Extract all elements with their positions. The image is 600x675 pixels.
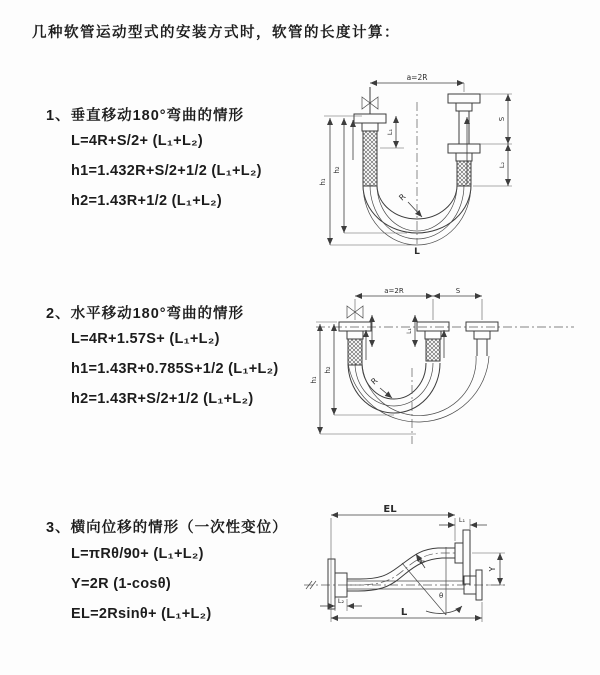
- radius-leader: [397, 192, 422, 217]
- hose-u-loops: [348, 356, 489, 422]
- section-2-formula-h1: h1=1.43R+0.785S+1/2 (L₁+L₂): [71, 361, 279, 377]
- dim-label-l1: L₁: [406, 328, 413, 334]
- radius-leader: [369, 376, 392, 398]
- section-3-formula-L: L=πRθ/90+ (L₁+L₂): [71, 546, 204, 562]
- dim-label-theta: θ: [439, 592, 444, 600]
- section-3-formula-Y: Y=2R (1-cosθ): [71, 576, 171, 592]
- dimension-a2r: [370, 73, 464, 92]
- section-1-formula-L: L=4R+S/2+ (L₁+L₂): [71, 133, 203, 149]
- diagram-lateral-offset: [298, 503, 595, 645]
- dim-label-h1: h₁: [310, 376, 318, 384]
- left-flange-fitting: [354, 114, 386, 186]
- dim-label-a2r: a=2R: [384, 287, 404, 295]
- dimension-stroke-s: [480, 94, 512, 144]
- dimension-a2r: [355, 287, 482, 320]
- diagram-horizontal-180-bend: [308, 284, 590, 459]
- dim-label-length: L: [400, 607, 408, 618]
- dim-label-stroke: S: [455, 287, 461, 295]
- dimension-y: [472, 553, 505, 585]
- dimension-l1: [439, 516, 487, 529]
- section-2-heading: 2、水平移动180°弯曲的情形: [46, 306, 245, 322]
- section-1-formula-h2: h2=1.43R+1/2 (L₁+L₂): [71, 193, 223, 209]
- dim-label-h2: h₂: [333, 166, 341, 174]
- dim-label-l1: L₁: [386, 128, 394, 136]
- valve-icon: [362, 87, 378, 114]
- dim-label-el: EL: [383, 504, 397, 515]
- dim-label-l2: L₂: [498, 161, 506, 169]
- braided-hose-right: [457, 161, 471, 186]
- fitting-dims: [372, 315, 415, 347]
- dim-label-radius: R: [397, 192, 408, 203]
- section-1-formula-h1: h1=1.432R+S/2+1/2 (L₁+L₂): [71, 163, 262, 179]
- dim-label-h2: h₂: [324, 366, 332, 374]
- dimension-l1: [380, 116, 404, 148]
- dimension-h2: [324, 324, 394, 415]
- dimension-l2: [320, 597, 362, 611]
- section-2-formula-L: L=4R+1.57S+ (L₁+L₂): [71, 331, 220, 347]
- braided-hose-left: [348, 339, 362, 365]
- section-1-heading: 1、垂直移动180°弯曲的情形: [46, 108, 245, 124]
- dim-label-y: Y: [488, 566, 497, 572]
- page-title: 几种软管运动型式的安装方式时，软管的长度计算：: [32, 25, 400, 41]
- braided-hose-left: [363, 131, 377, 186]
- dimension-stroke-s: [433, 287, 482, 296]
- dim-label-h1: h₁: [319, 178, 327, 186]
- section-3-formula-EL: EL=2Rsinθ+ (L₁+L₂): [71, 606, 212, 622]
- dim-label-stroke: S: [498, 116, 506, 122]
- braided-hose-middle: [426, 339, 440, 361]
- dimension-el: [331, 504, 455, 622]
- dim-label-radius: R: [369, 376, 380, 387]
- s-curve-hose: [347, 548, 455, 591]
- right-flange-fitting: [448, 94, 480, 186]
- dim-label-length: L: [414, 247, 420, 257]
- diagram-vertical-180-bend: [312, 70, 590, 257]
- section-2-formula-h2: h2=1.43R+S/2+1/2 (L₁+L₂): [71, 391, 254, 407]
- dim-label-a2r: a=2R: [406, 73, 428, 82]
- dimension-l2: [473, 144, 512, 186]
- dim-label-l2: L₂: [337, 597, 345, 605]
- dim-label-radius: R: [416, 556, 427, 567]
- section-3-heading: 3、横向位移的情形（一次性变位）: [46, 520, 288, 536]
- dimension-length: [331, 602, 482, 622]
- dim-label-l1: L₁: [458, 516, 466, 524]
